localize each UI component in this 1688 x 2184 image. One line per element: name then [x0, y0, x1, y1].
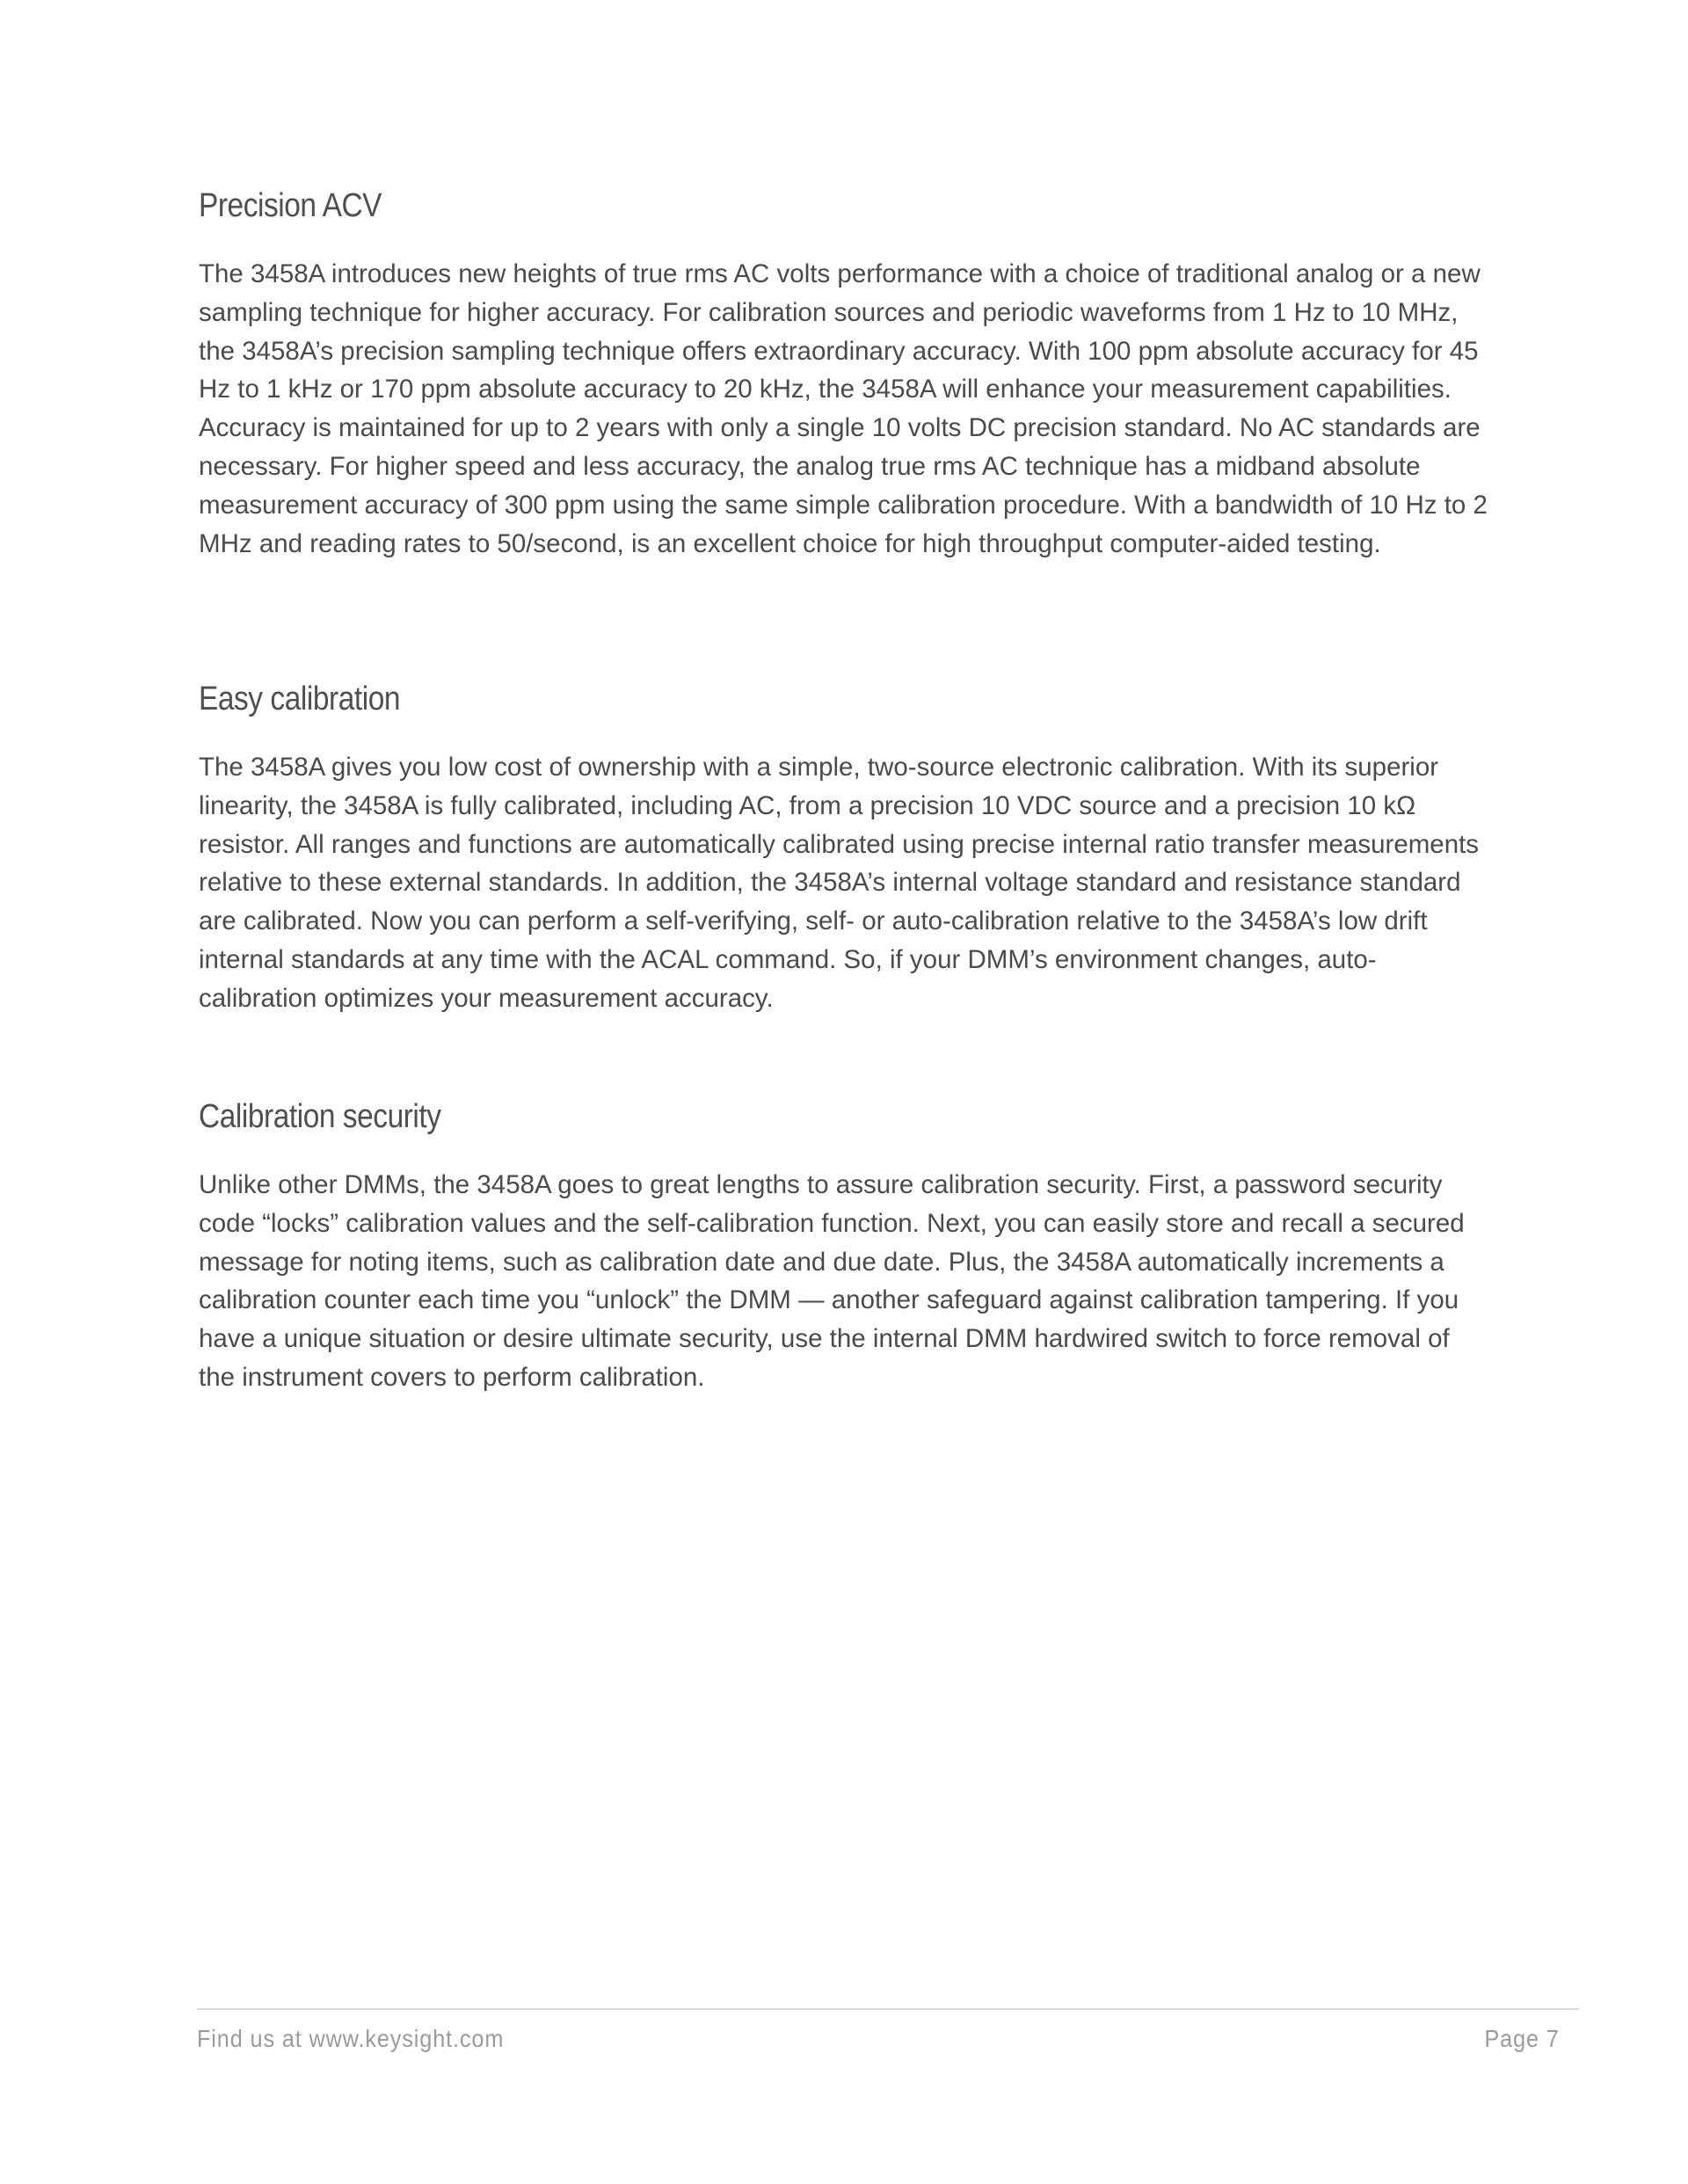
section-easy-calibration: [199, 680, 1491, 1018]
section-heading: Easy calibration: [199, 681, 401, 717]
footer-page-number: Page 7: [1484, 2025, 1560, 2052]
section-calibration-security: [199, 1097, 1491, 1397]
section-heading: Precision ACV: [199, 187, 382, 224]
section-body: The 3458A introduces new heights of true rms AC volts performance with a choice of traditional analog or a new sampling technique for higher accuracy. For calibration sources and periodic waveforms from 1 Hz to 10 MHz, the 3458A’s precision sampling technique offers extraordinary accuracy. With 100 ppm absolute accuracy for 45 Hz to 1 kHz or 170 ppm absolute accuracy to 20 kHz, the 3458A will enhance your measurement capabilities. Accuracy is maintained for up to 2 years with only a single 10 volts DC precision standard. No AC standards are necessary. For higher speed and less accuracy, the analog true rms AC technique has a midband absolute measurement accuracy of 300 ppm using the same simple calibration procedure. With a bandwidth of 10 Hz to 2 MHz and reading rates to 50/second, is an excellent choice for high throughput computer-aided testing.: [199, 259, 1488, 558]
section-precision-acv: [199, 186, 1491, 563]
section-body: Unlike other DMMs, the 3458A goes to great lengths to assure calibration security. First, a password security code “locks” calibration values and the self-calibration function. Next, you can easily store and recall a secured message for noting items, such as calibration date and due date. Plus, the 3458A automatically increments a calibration counter each time you “unlock” the DMM — another safeguard against calibration tampering. If you have a unique situation or desire ultimate security, use the internal DMM hardwired switch to force removal of the instrument covers to perform calibration.: [199, 1170, 1465, 1392]
section-heading: Calibration security: [199, 1098, 441, 1135]
section-body: The 3458A gives you low cost of ownership with a simple, two-source electronic calibration. With its superior linearity, the 3458A is fully calibrated, including AC, from a precision 10 VDC source and a precision 10 kΩ resistor. All ranges and functions are automatically calibrated using precise internal ratio transfer measurements relative to these external standards. In addition, the 3458A’s internal voltage standard and resistance standard are calibrated. Now you can perform a self-verifying, self- or auto-calibration relative to the 3458A’s low drift internal standards at any time with the ACAL command. So, if your DMM’s environment changes, auto-calibration optimizes your measurement accuracy.: [199, 753, 1480, 1013]
footer-divider: [197, 2008, 1579, 2010]
footer-website: Find us at www.keysight.com: [197, 2025, 505, 2052]
